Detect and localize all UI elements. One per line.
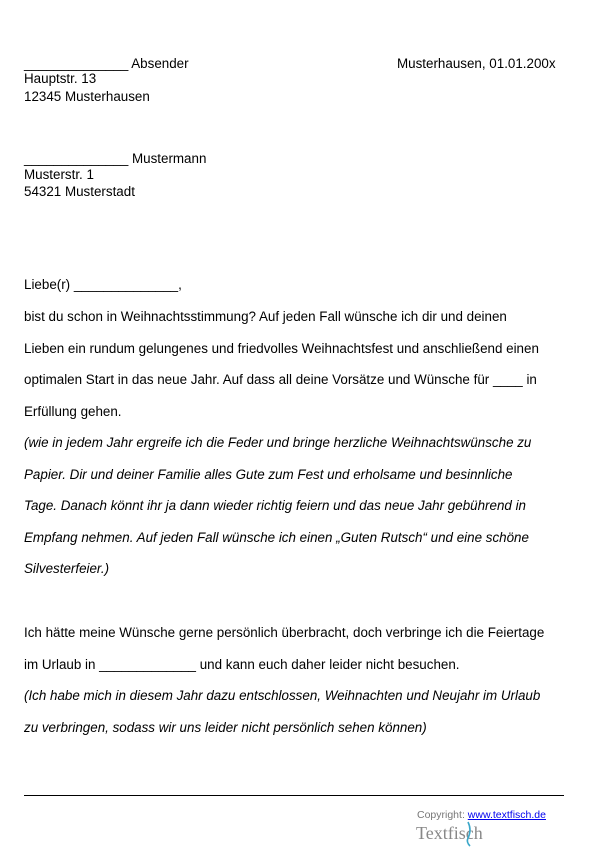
footer-divider [24, 795, 564, 796]
recipient-name-field: ______________ Mustermann [24, 151, 207, 166]
recipient-street: Musterstr. 1 [24, 167, 94, 182]
alternative-line: Papier. Dir und deiner Familie alles Gute zum Fest und erholsame und besinnliche [24, 467, 513, 482]
alternative-line: (Ich habe mich in diesem Jahr dazu entschlossen, Weihnachten und Neujahr im Urlaub [24, 688, 541, 703]
copyright-label: Copyright: [417, 809, 468, 821]
alternative-line: zu verbringen, sodass wir uns leider nicht persönlich sehen können) [24, 720, 427, 735]
sender-street: Hauptstr. 13 [24, 71, 97, 86]
alternative-line: Silvesterfeier.) [24, 561, 110, 576]
textfisch-logo [416, 819, 506, 849]
alternative-line: Empfang nehmen. Auf jeden Fall wünsche ich einen „Guten Rutsch“ und eine schöne [24, 530, 529, 545]
alternative-line: Tage. Danach könnt ihr ja dann wieder richtig feiern und das neue Jahr gebührend in [24, 498, 526, 513]
paragraph-line: Ich hätte meine Wünsche gerne persönlich überbracht, doch verbringe ich die Feiertage [24, 625, 545, 640]
logo-text: Textfisch [416, 823, 483, 843]
alternative-line: (wie in jedem Jahr ergreife ich die Feder und bringe herzliche Weihnachtswünsche zu [24, 435, 532, 450]
salutation: Liebe(r) ______________, [24, 277, 182, 292]
paragraph-line: optimalen Start in das neue Jahr. Auf dass all deine Vorsätze und Wünsche für ____ in [24, 372, 537, 387]
paragraph-line: bist du schon in Weihnachtsstimmung? Auf jeden Fall wünsche ich dir und deinen [24, 309, 507, 324]
sender-city: 12345 Musterhausen [24, 89, 150, 104]
paragraph-line: Erfüllung gehen. [24, 404, 122, 419]
copyright-link[interactable]: www.textfisch.de [467, 809, 546, 821]
paragraph-line: Lieben ein rundum gelungenes und friedvolles Weihnachtsfest und anschließend einen [24, 341, 539, 356]
recipient-city: 54321 Musterstadt [24, 184, 135, 199]
paragraph-line: im Urlaub in _____________ und kann euch daher leider nicht besuchen. [24, 657, 460, 672]
place-date: Musterhausen, 01.01.200x [397, 56, 556, 71]
sender-name-field: ______________ Absender [24, 56, 189, 71]
